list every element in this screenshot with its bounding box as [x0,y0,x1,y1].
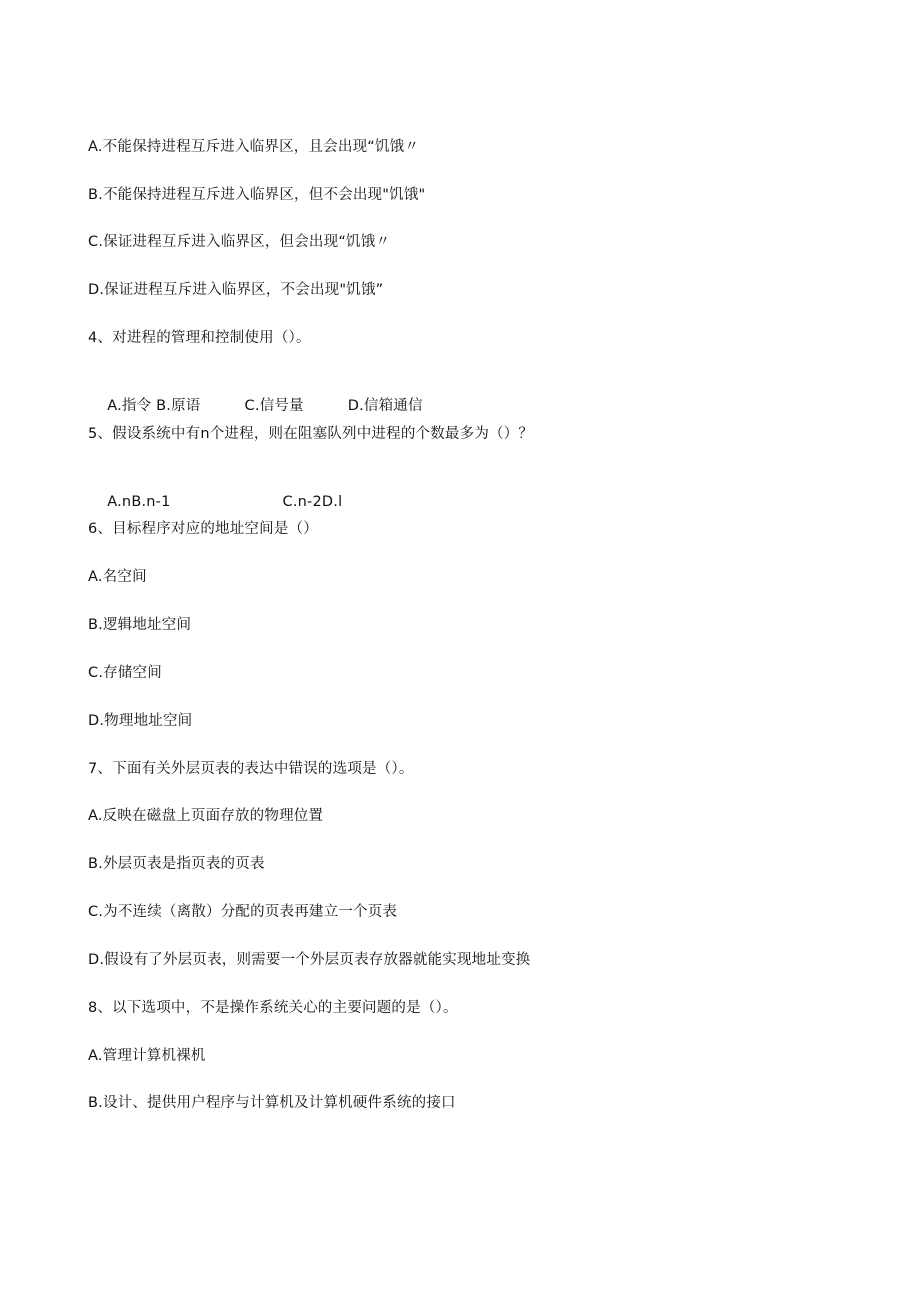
q8-option-a: A.管理计算机裸机 [88,1048,206,1064]
question-6: 6、目标程序对应的地址空间是（） [88,521,318,537]
q3-option-d: D.保证进程互斥进入临界区，不会出现"饥饿” [88,282,384,298]
q6-option-a: A.名空间 [88,569,147,585]
q7-option-a: A.反映在磁盘上页面存放的物理位置 [88,808,324,824]
question-8: 8、以下选项中，不是操作系统关心的主要问题的是（）。 [88,1000,458,1016]
question-7: 7、下面有关外层页表的表达中错误的选项是（）。 [88,761,414,777]
q8-option-b: B.设计、提供用户程序与计算机及计算机硬件系统的接口 [88,1095,456,1111]
q3-option-a: A.不能保持进程互斥进入临界区，且会出现“饥饿〃 [88,139,420,155]
q7-option-b: B.外层页表是指页表的页表 [88,856,265,872]
q6-option-c: C.存储空间 [88,665,162,681]
question-4: 4、对进程的管理和控制使用（）。 [88,330,311,346]
q4-option-c: C.信号量 [244,398,304,414]
q4-option-ab: A.指令 B.原语 [107,398,201,414]
q5-option-ab: A.nB.n-1 [107,494,171,510]
q6-option-d: D.物理地址空间 [88,713,193,729]
q7-option-c: C.为不连续（离散）分配的页表再建立一个页表 [88,904,398,920]
q6-option-b: B.逻辑地址空间 [88,617,192,633]
q3-option-b: B.不能保持进程互斥进入临界区，但不会出现"饥饿" [88,187,426,203]
q4-option-d: D.信箱通信 [347,398,423,414]
q3-option-c: C.保证进程互斥进入临界区，但会出现“饥饿〃 [88,234,391,250]
question-5: 5、假设系统中有n个进程，则在阻塞队列中进程的个数最多为（）？ [88,426,534,442]
q7-option-d: D.假设有了外层页表，则需要一个外层页表存放器就能实现地址变换 [88,952,531,968]
q5-option-cd: C.n-2D.l [282,494,343,510]
